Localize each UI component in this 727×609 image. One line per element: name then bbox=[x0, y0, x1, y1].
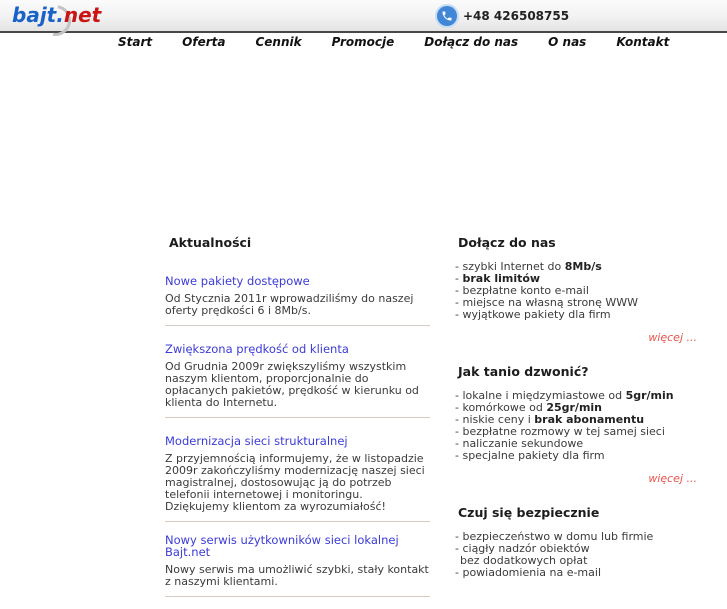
promo-item-highlight: 25gr/min bbox=[546, 401, 603, 414]
news-item-text: Nowy serwis ma umożliwić szybki, stały kontakt z naszymi klientami. bbox=[165, 563, 429, 588]
news-item-link[interactable]: Nowy serwis użytkowników sieci lokalnej Bajt.net bbox=[165, 533, 399, 559]
promo-section-title: Dołącz do nas bbox=[458, 235, 556, 250]
main-nav bbox=[118, 35, 669, 49]
promo-item-text: - bbox=[455, 272, 463, 285]
logo[interactable] bbox=[12, 2, 101, 30]
promo-item-text: - specjalne pakiety dla firm bbox=[455, 449, 605, 462]
more-row bbox=[455, 326, 710, 345]
promo-list-item bbox=[455, 309, 710, 321]
news-item-link[interactable]: Modernizacja sieci strukturalnej bbox=[165, 434, 348, 448]
promo-item-text: - komórkowe od bbox=[455, 401, 547, 414]
header bbox=[0, 0, 727, 33]
promo-list-item bbox=[455, 450, 710, 462]
nav-item-oferta[interactable]: Oferta bbox=[182, 35, 226, 49]
news-item bbox=[165, 338, 430, 418]
promo-item-text: bez dodatkowych opłat bbox=[460, 554, 588, 567]
news-item-text: Od Stycznia 2011r wprowadziliśmy do naszej oferty prędkości 6 i 8Mb/s. bbox=[165, 292, 414, 317]
promo-item-text: - naliczanie sekundowe bbox=[455, 437, 584, 450]
more-link[interactable]: więcej ... bbox=[648, 331, 697, 344]
nav-item-start[interactable]: Start bbox=[118, 35, 153, 49]
nav-item-o-nas[interactable]: O nas bbox=[548, 35, 587, 49]
promo-item-text: - bezpieczeństwo w domu lub firmie bbox=[455, 530, 654, 543]
news-item-text: Od Grudnia 2009r zwiększyliśmy wszystkim naszym klientom, proporcjonalnie do opłacanych pakietów, prędkość w kierunku od klienta do Internetu. bbox=[165, 360, 419, 409]
more-link[interactable]: więcej ... bbox=[648, 472, 697, 485]
phone-number: +48 426508755 bbox=[463, 9, 570, 23]
phone-icon bbox=[437, 6, 457, 26]
news-item bbox=[165, 270, 430, 326]
promo-item-text: - szybki Internet do bbox=[455, 260, 565, 273]
promo-item-text: - niskie ceny i bbox=[455, 413, 535, 426]
promo-item-text: - wyjątkowe pakiety dla firm bbox=[455, 308, 611, 321]
nav-item-kontakt[interactable]: Kontakt bbox=[616, 35, 670, 49]
promo-item-text: - ciągły nadzór obiektów bbox=[455, 542, 590, 555]
promo-item-text: - powiadomienia na e-mail bbox=[455, 566, 602, 579]
promo-item-text: - miejsce na własną stronę WWW bbox=[455, 296, 639, 309]
phone-contact bbox=[437, 5, 569, 27]
more-row bbox=[455, 467, 710, 486]
promo-item-text: - bezpłatne rozmowy w tej samej sieci bbox=[455, 425, 665, 438]
promo-section-jak-tanio-dzwonic bbox=[455, 361, 710, 486]
logo-text-net: net bbox=[63, 3, 102, 27]
promo-section-title: Czuj się bezpiecznie bbox=[458, 505, 600, 520]
promo-item-highlight: brak limitów bbox=[462, 272, 541, 285]
news-item bbox=[165, 534, 430, 597]
promo-item-highlight: 8Mb/s bbox=[564, 260, 602, 273]
promo-section-czuj-sie-bezpiecznie bbox=[455, 502, 710, 579]
promo-section-title: Jak tanio dzwonić? bbox=[458, 364, 589, 379]
news-list bbox=[165, 270, 430, 597]
news-title: Aktualności bbox=[169, 235, 252, 250]
news-item-link[interactable]: Nowe pakiety dostępowe bbox=[165, 274, 310, 288]
logo-text-dot: . bbox=[56, 3, 64, 27]
nav-item-cennik[interactable]: Cennik bbox=[255, 35, 302, 49]
logo-text-bajt: bajt bbox=[12, 3, 57, 27]
promo-item-highlight: 5gr/min bbox=[625, 389, 674, 402]
promo-item-text: - lokalne i międzymiastowe od bbox=[455, 389, 626, 402]
promo-item-text: - bezpłatne konto e-mail bbox=[455, 284, 589, 297]
nav-item-promocje[interactable]: Promocje bbox=[331, 35, 395, 49]
promo-section-dolacz-do-nas bbox=[455, 232, 710, 345]
nav-item-dolacz-do-nas[interactable]: Dołącz do nas bbox=[424, 35, 519, 49]
news-item-text: Z przyjemnością informujemy, że w listopadzie 2009r zakończyliśmy modernizację naszej sieci magistralnej, dostosowując ją do potrzeb telefonii internetowej i monitoringu. Dziękujemy klientom za wyrozumiałość! bbox=[165, 452, 425, 513]
promo-item-highlight: brak abonamentu bbox=[534, 413, 645, 426]
promo-column bbox=[455, 232, 710, 595]
news-item bbox=[165, 430, 430, 522]
news-item-link[interactable]: Zwiększona prędkość od klienta bbox=[165, 342, 349, 356]
news-column bbox=[165, 232, 430, 609]
promo-list-item bbox=[455, 567, 710, 579]
